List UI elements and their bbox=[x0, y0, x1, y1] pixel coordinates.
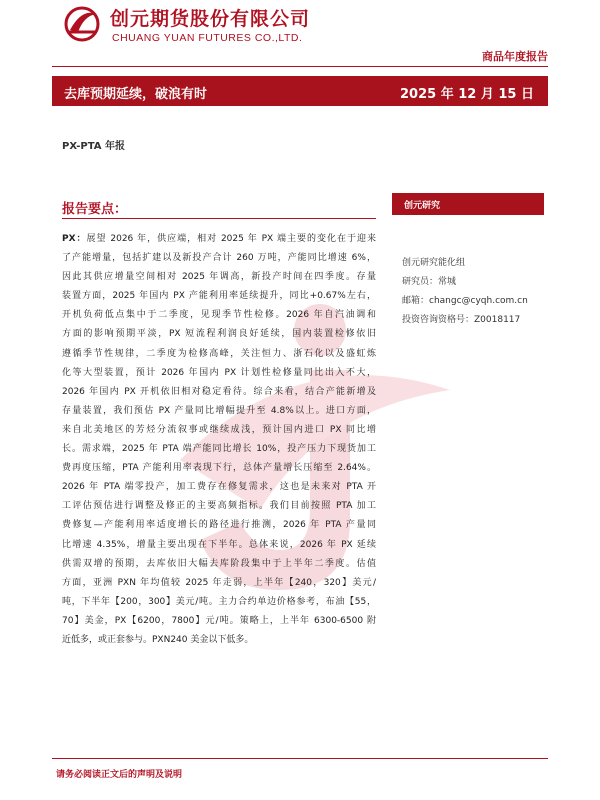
body-line bbox=[62, 421, 376, 440]
body-line bbox=[62, 536, 376, 555]
body-line-text: 方面，亚洲 PXN 年均值较 2025 年走弱，上半年【240，320】美元/ bbox=[62, 577, 376, 588]
body-line bbox=[62, 402, 376, 421]
body-line-text: 因此其供应增量空间相对 2025 年调高，新投产时间在四季度。存量 bbox=[62, 272, 376, 283]
report-type-label: 商品年度报告 bbox=[482, 50, 548, 63]
key-points-heading: 报告要点： bbox=[62, 202, 128, 217]
body-line-text: 开机负荷低点集中于二季度，见现季节性检修。2026 年自汽油调和 bbox=[62, 310, 376, 321]
license-number: 投资咨询资格号：Z0018117 bbox=[402, 315, 521, 325]
research-group: 创元研究能化组 bbox=[402, 258, 466, 268]
company-name-cn: 创元期货股份有限公司 bbox=[110, 8, 311, 30]
key-points-divider bbox=[62, 218, 376, 219]
body-line-text: 70】美金，PX【6200，7800】元/吨。策略上，上半年 6300-6500 附 bbox=[62, 615, 376, 626]
footer-divider bbox=[52, 758, 548, 759]
body-line-text: 存量装置，我们预估 PX 产量同比增幅提升至 4.8%以上。进口方面， bbox=[62, 405, 376, 416]
body-line bbox=[62, 631, 376, 650]
body-line bbox=[62, 325, 376, 344]
body-line-text: 装置方面，2025 年国内 PX 产能利用率延续提升，同比+0.67%左右， bbox=[62, 291, 376, 302]
body-line bbox=[62, 306, 376, 325]
researcher-name: 研究员：常城 bbox=[402, 277, 457, 287]
key-points-body bbox=[62, 230, 376, 650]
body-line-text: 吨，下半年【200，300】美元/吨。主力合约单边价格参考，布油【55， bbox=[62, 596, 376, 607]
footer-disclaimer: 请务必阅读正文后的声明及说明 bbox=[56, 770, 183, 780]
researcher-email[interactable]: 邮箱：changc@cyqh.com.cn bbox=[402, 296, 528, 306]
body-line bbox=[62, 364, 376, 383]
body-line bbox=[62, 230, 376, 249]
body-line-text: 化等大型装置，预计 2026 年国内 PX 计划性检修量同比出入不大， bbox=[62, 367, 376, 378]
body-line-text: 比增速 4.35%，增量主要出现在下半年。总体来说，2026 年 PX 延续 bbox=[62, 539, 376, 550]
body-line bbox=[62, 249, 376, 268]
sidebar-heading: 创元研究 bbox=[404, 201, 441, 211]
report-subject: PX-PTA 年报 bbox=[62, 141, 125, 152]
body-line-text: 了产能增量，包括扩建以及新投产合计 260 万吨，产能同比增速 6%， bbox=[62, 253, 376, 264]
body-line bbox=[62, 555, 376, 574]
body-line-text: 2026 年 PTA 端零投产，加工费存在修复需求，这也是未来对 PTA 开 bbox=[62, 482, 376, 493]
body-line bbox=[62, 287, 376, 306]
body-line-text: 工评估预估进行调整及修正的主要高频指标。我们目前按照 PTA 加工 bbox=[62, 501, 376, 512]
body-line bbox=[62, 497, 376, 516]
body-line-text: 费再度压缩，PTA 产能利用率表现下行，总体产量增长压缩至 2.64%。 bbox=[62, 463, 376, 474]
sidebar-heading-bar bbox=[392, 193, 544, 215]
body-line-text: 方面的影响预期平淡，PX 短流程利润良好延续，国内装置检修依旧 bbox=[62, 329, 376, 340]
body-line-text: 近低多，或正套参与。PXN240 美金以下低多。 bbox=[62, 634, 254, 645]
body-line bbox=[62, 459, 376, 478]
section-label: PX： bbox=[62, 234, 87, 244]
body-line-text: 2026 年国内 PX 开机依旧相对稳定看待。综合来看，结合产能新增及 bbox=[62, 386, 376, 397]
title-bar bbox=[52, 76, 548, 106]
header-divider bbox=[52, 66, 548, 67]
body-line bbox=[62, 345, 376, 364]
body-line bbox=[62, 612, 376, 631]
body-line bbox=[62, 383, 376, 402]
body-line bbox=[62, 478, 376, 497]
company-logo-icon bbox=[62, 2, 102, 42]
body-line-text: 展望 2026 年，供应端，相对 2025 年 PX 端主要的变化在于迎来 bbox=[86, 234, 376, 244]
body-line-text: 供需双增的预期，去库依旧大幅去库阶段集中于上半年二季度。估值 bbox=[62, 558, 376, 569]
body-line-text: 费修复—产能利用率适度增长的路径进行推测，2026 年 PTA 产量同 bbox=[62, 520, 376, 531]
report-date: 2025 年 12 月 15 日 bbox=[400, 87, 534, 102]
analyst-info bbox=[402, 254, 528, 330]
body-line-text: 遵循季节性规律，二季度为检修高峰，关注恒力、浙石化以及盛虹炼 bbox=[62, 348, 376, 359]
body-line bbox=[62, 440, 376, 459]
body-line bbox=[62, 268, 376, 287]
body-line bbox=[62, 516, 376, 535]
body-line-text: 来自北美地区的芳烃分流叙事或继续成浅，预计国内进口 PX 同比增 bbox=[62, 424, 376, 435]
company-name-en: CHUANG YUAN FUTURES CO.,LTD. bbox=[112, 32, 303, 44]
body-line bbox=[62, 593, 376, 612]
body-line bbox=[62, 574, 376, 593]
report-title: 去库预期延续，破浪有时 bbox=[64, 87, 208, 102]
body-line-text: 长。需求端，2025 年 PTA 端产能同比增长 10%，投产压力下现货加工 bbox=[62, 444, 376, 455]
